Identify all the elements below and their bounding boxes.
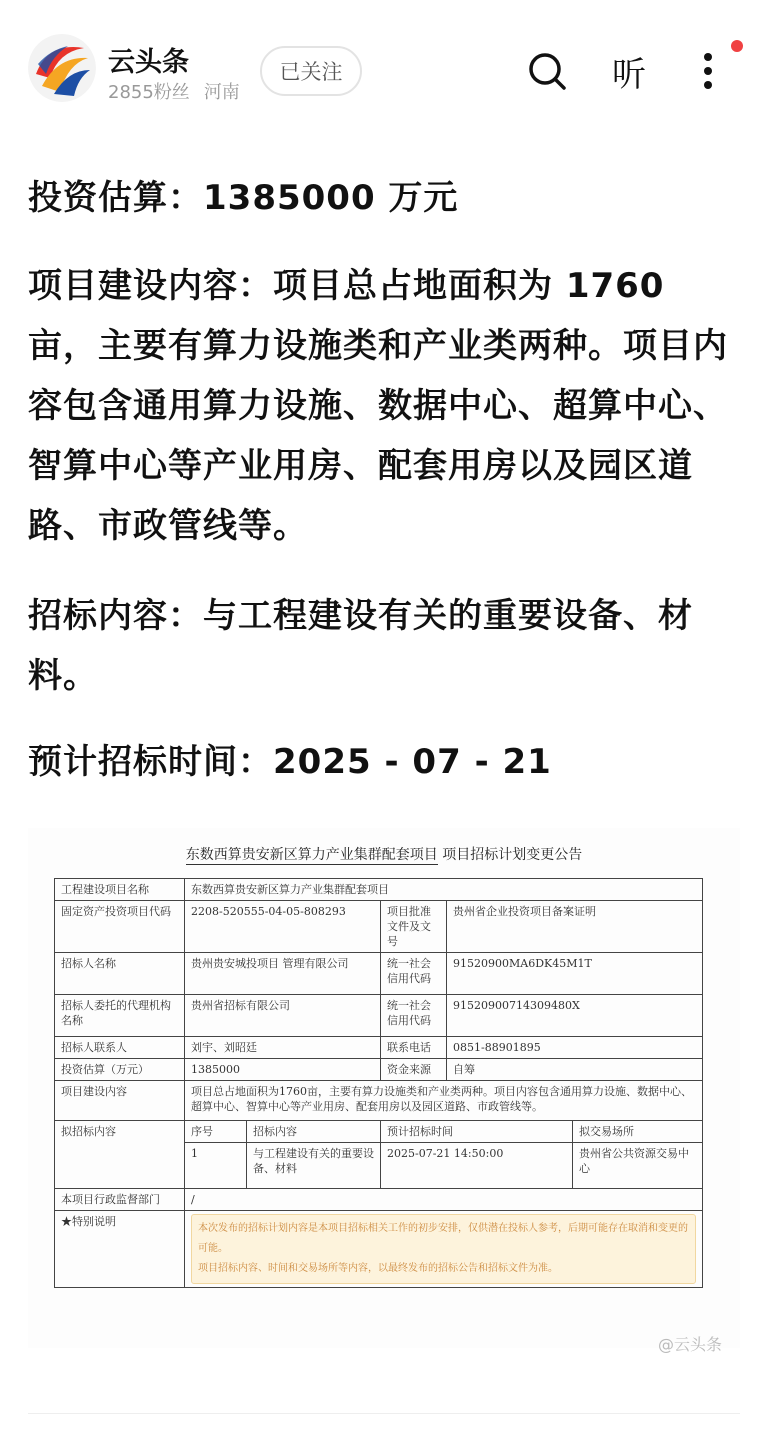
tender-time-paragraph: 预计招标时间：2025 - 07 - 21 <box>28 742 552 782</box>
table-cell: 与工程建设有关的重要设备、材料 <box>247 1143 381 1189</box>
table-cell: 资金来源 <box>381 1059 447 1081</box>
table-row <box>55 1037 703 1059</box>
table-cell <box>185 1211 703 1288</box>
special-note-line: 本次发布的招标计划内容是本项目招标相关工作的初步安排，仅供潜在投标人参考，后期可能存在取消和变更的可能。 <box>198 1223 688 1254</box>
table-cell: 固定资产投资项目代码 <box>55 901 185 953</box>
table-cell: 贵州省企业投资项目备案证明 <box>447 901 703 953</box>
table-row <box>55 1059 703 1081</box>
watermark: @云头条 <box>657 1335 722 1354</box>
table-cell: 拟招标内容 <box>55 1121 185 1189</box>
table-cell: 统一社会信用代码 <box>381 953 447 995</box>
table-cell: 预计招标时间 <box>381 1121 573 1143</box>
table-cell: 贵州省招标有限公司 <box>185 995 381 1037</box>
special-note-box <box>191 1214 696 1284</box>
table-cell: 本项目行政监督部门 <box>55 1189 185 1211</box>
table-cell: 贵州省公共资源交易中心 <box>573 1143 703 1189</box>
table-row <box>55 1121 703 1143</box>
table-cell: 1 <box>185 1143 247 1189</box>
table-cell: 招标人名称 <box>55 953 185 995</box>
investment-paragraph: 投资估算：1385000 万元 <box>28 178 459 218</box>
bottom-area <box>0 1428 768 1440</box>
table-cell: 项目批准文件及文号 <box>381 901 447 953</box>
table-cell: 0851-88901895 <box>447 1037 703 1059</box>
table-cell: 招标人联系人 <box>55 1037 185 1059</box>
table-cell: 2208-520555-04-05-808293 <box>185 901 381 953</box>
table-row <box>55 953 703 995</box>
document-title-rest: 项目招标计划变更公告 <box>437 847 583 863</box>
table-cell: 项目总占地面积为1760亩，主要有算力设施类和产业类两种。项目内容包含通用算力设施、数据中心、超算中心、智算中心等产业用房、配套用房以及园区道路、市政管线等。 <box>185 1081 703 1121</box>
divider <box>28 1413 740 1414</box>
table-cell: 序号 <box>185 1121 247 1143</box>
search-icon[interactable] <box>524 46 570 96</box>
document-title-project: 东数西算贵安新区算力产业集群配套项目 <box>185 847 438 863</box>
table-cell: 工程建设项目名称 <box>55 879 185 901</box>
document-title <box>28 844 740 864</box>
account-meta <box>108 78 240 104</box>
table-row <box>55 879 703 901</box>
table-cell: 2025-07-21 14:50:00 <box>381 1143 573 1189</box>
table-cell: 91520900714309480X <box>447 995 703 1037</box>
special-note-line: 项目招标内容、时间和交易场所等内容，以最终发布的招标公告和招标文件为准。 <box>198 1263 558 1274</box>
table-cell: 自筹 <box>447 1059 703 1081</box>
announcement-table <box>54 878 703 1288</box>
table-row <box>55 1081 703 1121</box>
table-cell: 拟交易场所 <box>573 1121 703 1143</box>
table-cell: 项目建设内容 <box>55 1081 185 1121</box>
table-cell: 投资估算（万元） <box>55 1059 185 1081</box>
table-row <box>55 1211 703 1288</box>
notification-dot <box>731 40 743 52</box>
table-cell: 东数西算贵安新区算力产业集群配套项目 <box>185 879 703 901</box>
account-location: 河南 <box>203 82 240 103</box>
follow-button[interactable]: 已关注 <box>260 46 362 96</box>
table-cell: 统一社会信用代码 <box>381 995 447 1037</box>
tender-content-paragraph: 招标内容：与工程建设有关的重要设备、材料。 <box>28 596 693 696</box>
top-bar <box>0 0 768 112</box>
announcement-image[interactable] <box>28 828 740 1354</box>
table-cell: 招标人委托的代理机构名称 <box>55 995 185 1037</box>
table-cell: 91520900MA6DK45M1T <box>447 953 703 995</box>
table-cell: 刘宇、刘昭廷 <box>185 1037 381 1059</box>
table-cell: 贵州贵安城投项目 管理有限公司 <box>185 953 381 995</box>
table-cell: 招标内容 <box>247 1121 381 1143</box>
listen-button[interactable]: 听 <box>612 54 646 95</box>
table-cell: 1385000 <box>185 1059 381 1081</box>
table-cell: / <box>185 1189 703 1211</box>
table-cell: 联系电话 <box>381 1037 447 1059</box>
avatar[interactable] <box>28 34 96 102</box>
construction-paragraph: 项目建设内容：项目总占地面积为 1760 亩，主要有算力设施类和产业类两种。项目内容包含通用算力设施、数据中心、超算中心、智算中心等产业用房、配套用房以及园区道路、市政管线等。 <box>28 266 728 546</box>
table-row <box>55 901 703 953</box>
account-name[interactable]: 云头条 <box>108 47 189 78</box>
more-icon[interactable] <box>690 46 726 96</box>
follower-count: 2855粉丝 <box>108 82 190 103</box>
table-row <box>55 1189 703 1211</box>
table-cell: ★特别说明 <box>55 1211 185 1288</box>
table-row <box>55 995 703 1037</box>
